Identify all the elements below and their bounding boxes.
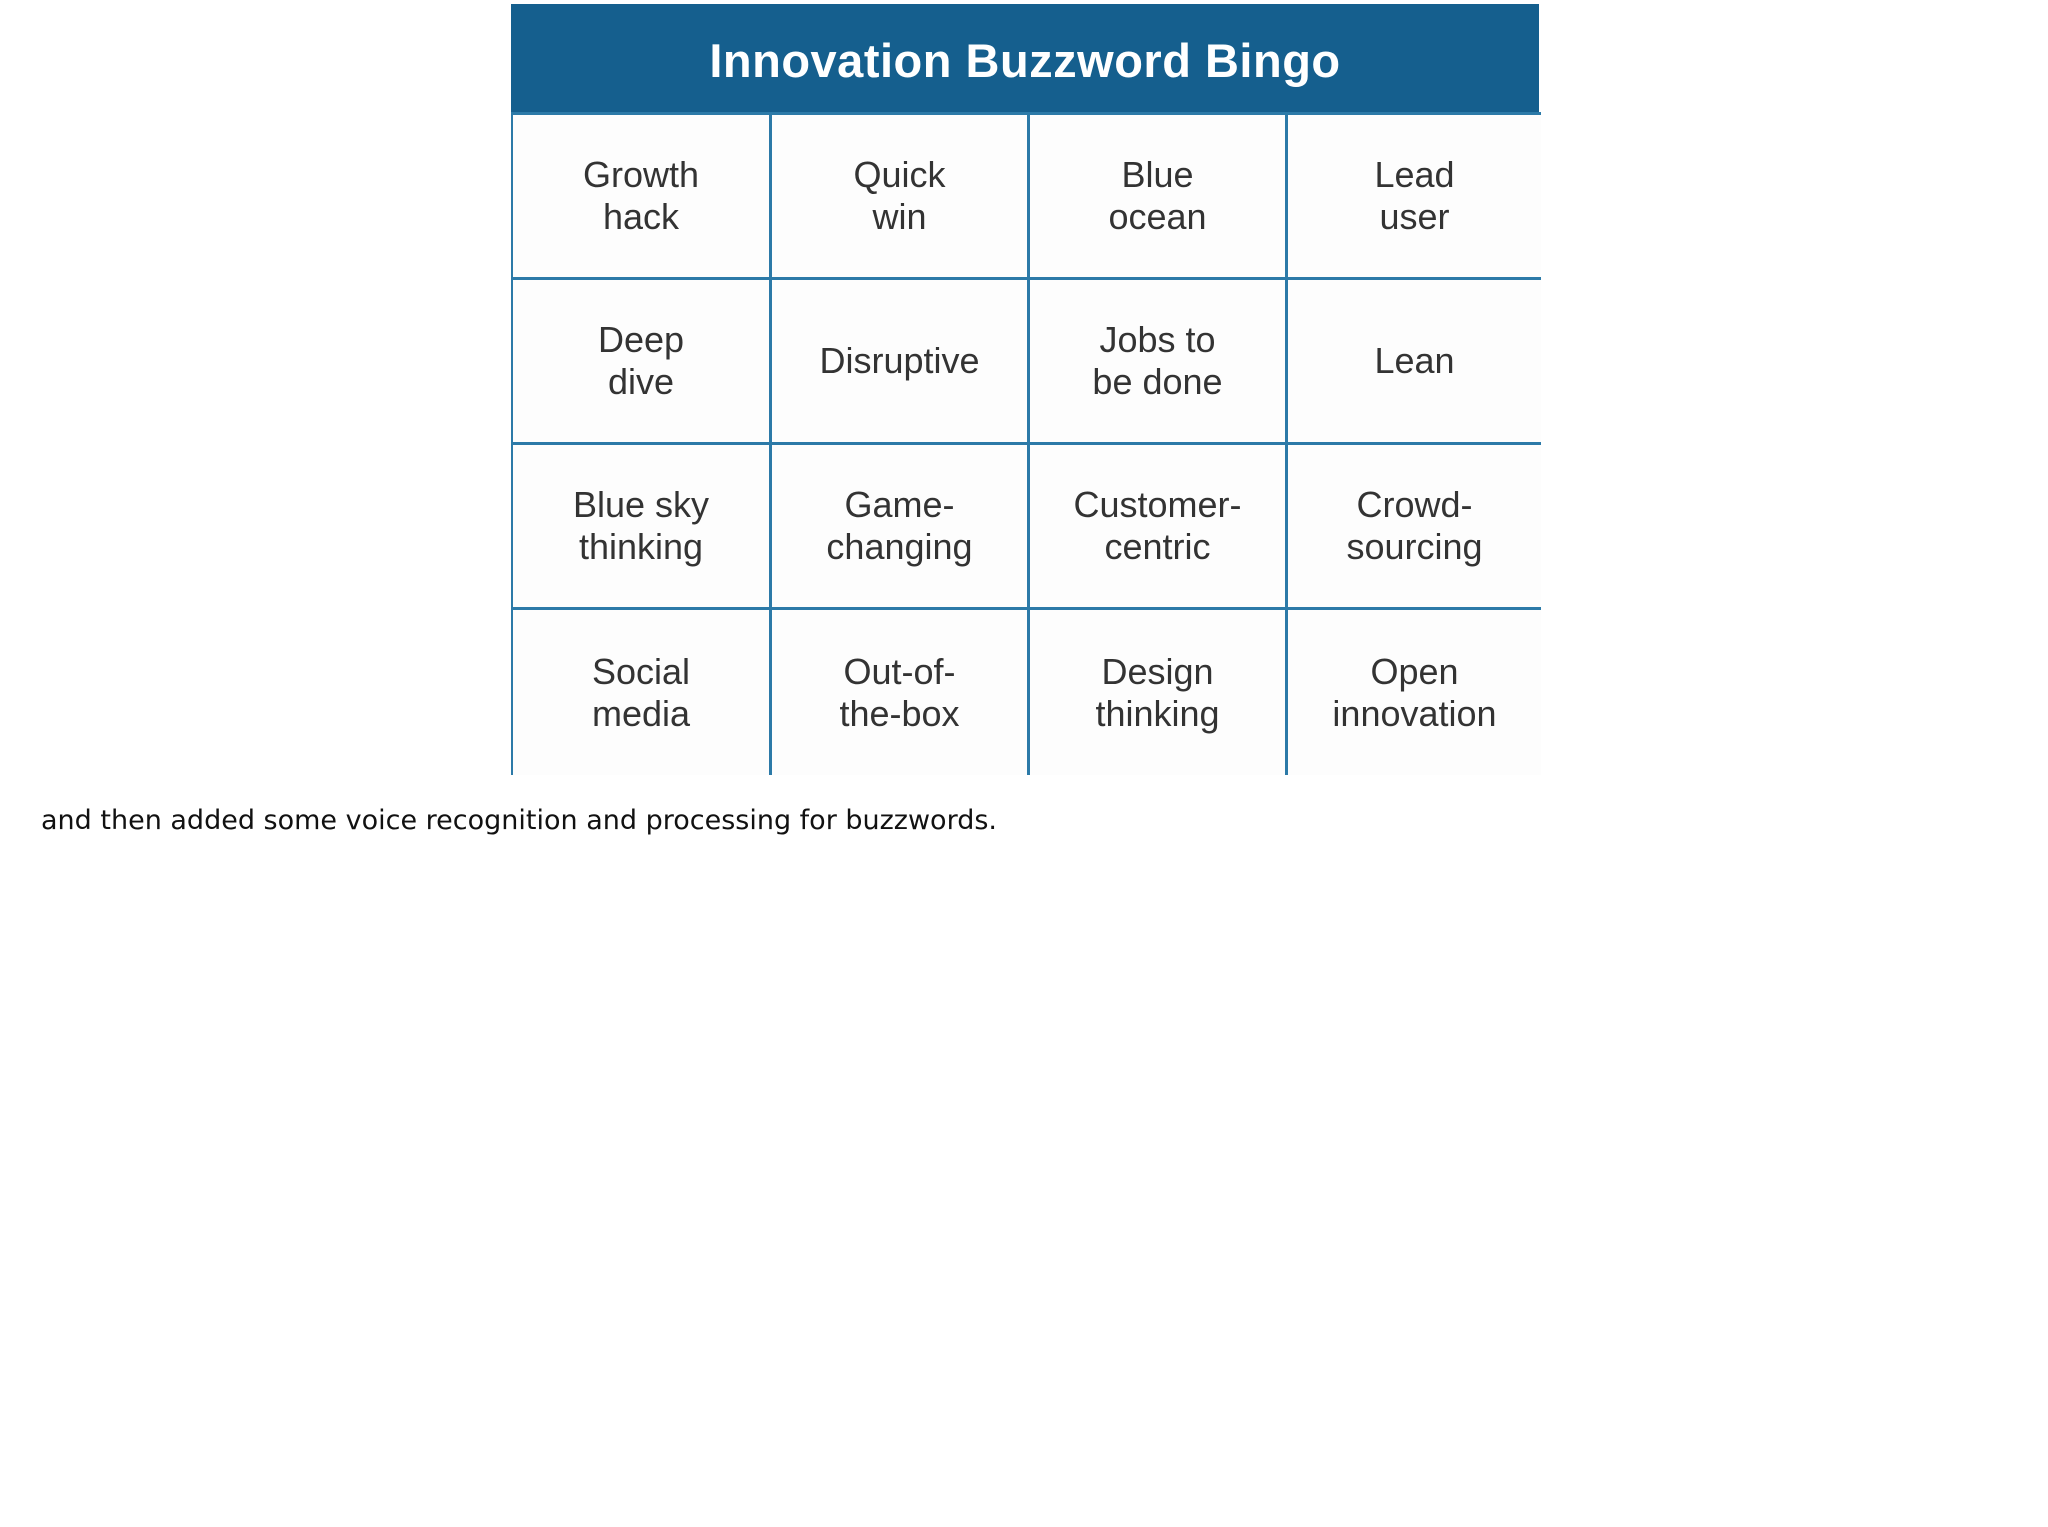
bingo-cell: [513, 442, 772, 607]
bingo-cell: [772, 607, 1030, 775]
bingo-cell-text: Blue ocean: [1108, 154, 1207, 237]
bingo-grid: [511, 112, 1539, 775]
bingo-cell-text: Game- changing: [826, 484, 973, 567]
bingo-cell: [1288, 277, 1541, 442]
bingo-header: [511, 4, 1539, 112]
bingo-cell: [513, 277, 772, 442]
bingo-cell-text: Social media: [591, 650, 691, 734]
bingo-cell-text: Deep dive: [597, 319, 685, 402]
bingo-cell: [1288, 607, 1541, 775]
bingo-cell: [772, 277, 1030, 442]
bingo-cell: [1030, 277, 1288, 442]
bingo-cell-text: Design thinking: [1095, 650, 1220, 734]
bingo-cell: [513, 607, 772, 775]
bingo-cell: [1288, 112, 1541, 277]
bingo-cell-text: Customer- centric: [1073, 484, 1242, 567]
bingo-cell-text: Lead user: [1374, 154, 1455, 237]
bingo-title: Innovation Buzzword Bingo: [709, 33, 1341, 87]
bingo-cell-text: Disruptive: [819, 340, 980, 381]
bingo-cell-text: Out-of- the-box: [839, 650, 960, 734]
bingo-cell-text: Blue sky thinking: [572, 484, 710, 567]
bingo-card: [511, 4, 1539, 775]
bingo-cell: [1288, 442, 1541, 607]
bingo-cell-text: Jobs to be done: [1092, 319, 1223, 402]
bingo-cell-text: Quick win: [853, 154, 946, 237]
bingo-cell: [1030, 112, 1288, 277]
bingo-cell: [772, 112, 1030, 277]
bingo-cell: [513, 112, 772, 277]
bingo-cell-text: Open innovation: [1332, 650, 1497, 734]
bingo-cell: [772, 442, 1030, 607]
bingo-cell-text: Crowd- sourcing: [1346, 484, 1483, 567]
bingo-cell: [1030, 442, 1288, 607]
bingo-cell-text: Growth hack: [582, 154, 700, 237]
bingo-cell: [1030, 607, 1288, 775]
caption-text: and then added some voice recognition and processing for buzzwords.: [41, 805, 997, 836]
bingo-cell-text: Lean: [1374, 340, 1455, 381]
